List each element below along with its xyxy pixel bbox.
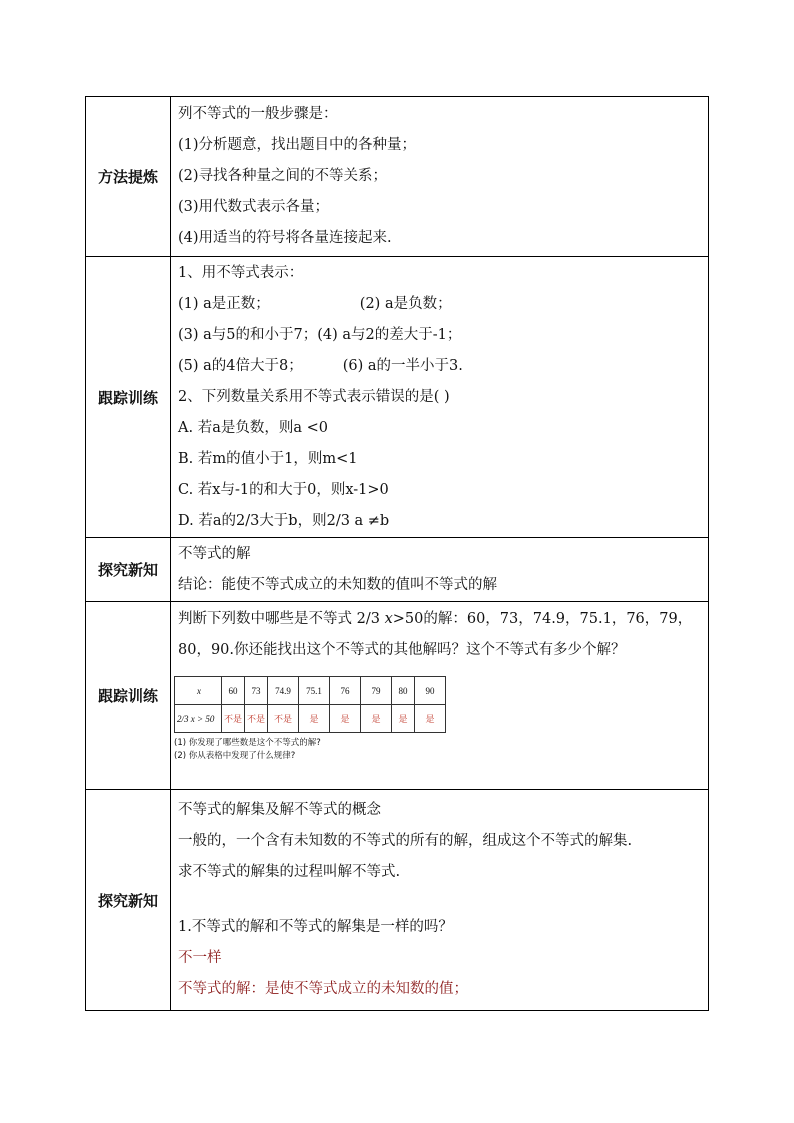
- result-cell: 是: [361, 705, 392, 733]
- method-label: 方法提炼: [86, 97, 171, 257]
- practice1-row: [86, 257, 709, 538]
- explore2-content: [171, 790, 709, 1011]
- practice2-row: [86, 602, 709, 790]
- value-cell: 74.9: [268, 677, 299, 705]
- result-cell: 不是: [268, 705, 299, 733]
- q1-line-1: [178, 289, 702, 320]
- explore2-question: 1.不等式的解和不等式的解集是一样的吗？: [178, 919, 453, 935]
- solution-result-row: [175, 705, 446, 733]
- solution-table: [174, 676, 446, 733]
- value-cell: 60: [222, 677, 245, 705]
- value-cell: 80: [392, 677, 415, 705]
- explore2-answer: 不等式的解：是使不等式成立的未知数的值；: [178, 981, 468, 997]
- table-note: (2) 你从表格中发现了什么规律?: [174, 751, 296, 761]
- result-cell: 是: [415, 705, 446, 733]
- explore2-row: [86, 790, 709, 1011]
- practice2-content: [171, 602, 709, 790]
- explore2-line: 求不等式的解集的过程叫解不等式.: [178, 864, 401, 880]
- explore1-row: [86, 538, 709, 602]
- row-label: 2/3 x > 50: [175, 705, 222, 733]
- method-line: (2)寻找各种量之间的不等关系；: [178, 168, 388, 184]
- practice1-label: 跟踪训练: [86, 257, 171, 538]
- explore1-content: [171, 538, 709, 602]
- q2-option-b: B. 若m的值小于1，则m<1: [178, 450, 358, 467]
- explore2-label: 探究新知: [86, 790, 171, 1011]
- value-cell: 75.1: [299, 677, 330, 705]
- method-line: (1)分析题意，找出题目中的各种量；: [178, 137, 417, 153]
- q1-title: 1、用不等式表示：: [178, 264, 304, 281]
- q2-option-d: D. 若a的2/3大于b，则2/3 a ≠b: [178, 512, 390, 529]
- explore2-line: 不等式的解集及解不等式的概念: [178, 802, 381, 818]
- worksheet-table: [85, 96, 709, 1011]
- q1-item: (5) a的4倍大于8；: [178, 357, 303, 374]
- value-cell: 79: [361, 677, 392, 705]
- explore1-line: 不等式的解: [178, 545, 251, 562]
- value-cell: 90: [415, 677, 446, 705]
- method-row: [86, 97, 709, 257]
- q2-option-c: C. 若x与-1的和大于0，则x-1>0: [178, 481, 389, 498]
- explore1-line: 结论：能使不等式成立的未知数的值叫不等式的解: [178, 576, 497, 593]
- q1-item: (2) a是负数；: [359, 295, 452, 312]
- method-line: (4)用适当的符号将各量连接起来.: [178, 230, 392, 246]
- result-cell: 是: [330, 705, 361, 733]
- practice2-label: 跟踪训练: [86, 602, 171, 790]
- value-cell: 76: [330, 677, 361, 705]
- q1-item: (6) a的一半小于3.: [342, 357, 463, 374]
- q2-title: 2、下列数量关系用不等式表示错误的是( ): [178, 388, 450, 405]
- method-line: (3)用代数式表示各量；: [178, 199, 330, 215]
- q2-option-a: A. 若a是负数，则a <0: [178, 419, 328, 436]
- q1-line-2: (3) a与5的和小于7；(4) a与2的差大于-1；: [178, 326, 462, 343]
- question-text: >50的解：60，73，74.9，75.1，76，79，80，90.你还能找出这个不等式的其他解吗？这个不等式有多少个解？: [178, 611, 693, 658]
- practice2-question: [178, 604, 702, 666]
- explore2-line: 一般的，一个含有未知数的不等式的所有的解，组成这个不等式的解集.: [178, 833, 633, 849]
- explore1-label: 探究新知: [86, 538, 171, 602]
- result-cell: 不是: [222, 705, 245, 733]
- table-note: (1) 你发现了哪些数是这个不等式的解?: [174, 738, 321, 748]
- q1-item: (1) a是正数；: [178, 295, 270, 312]
- result-cell: 不是: [245, 705, 268, 733]
- result-cell: 是: [299, 705, 330, 733]
- explore2-answer: 不一样: [178, 950, 222, 966]
- value-cell: 73: [245, 677, 268, 705]
- question-var: x: [384, 611, 393, 627]
- result-cell: 是: [392, 705, 415, 733]
- method-content: [171, 97, 709, 257]
- method-line: 列不等式的一般步骤是：: [178, 106, 338, 122]
- q1-line-3: [178, 351, 702, 382]
- header-x: x: [175, 677, 222, 705]
- solution-header-row: [175, 677, 446, 705]
- question-text: 判断下列数中哪些是不等式 2/3: [178, 611, 385, 627]
- practice1-content: [171, 257, 709, 538]
